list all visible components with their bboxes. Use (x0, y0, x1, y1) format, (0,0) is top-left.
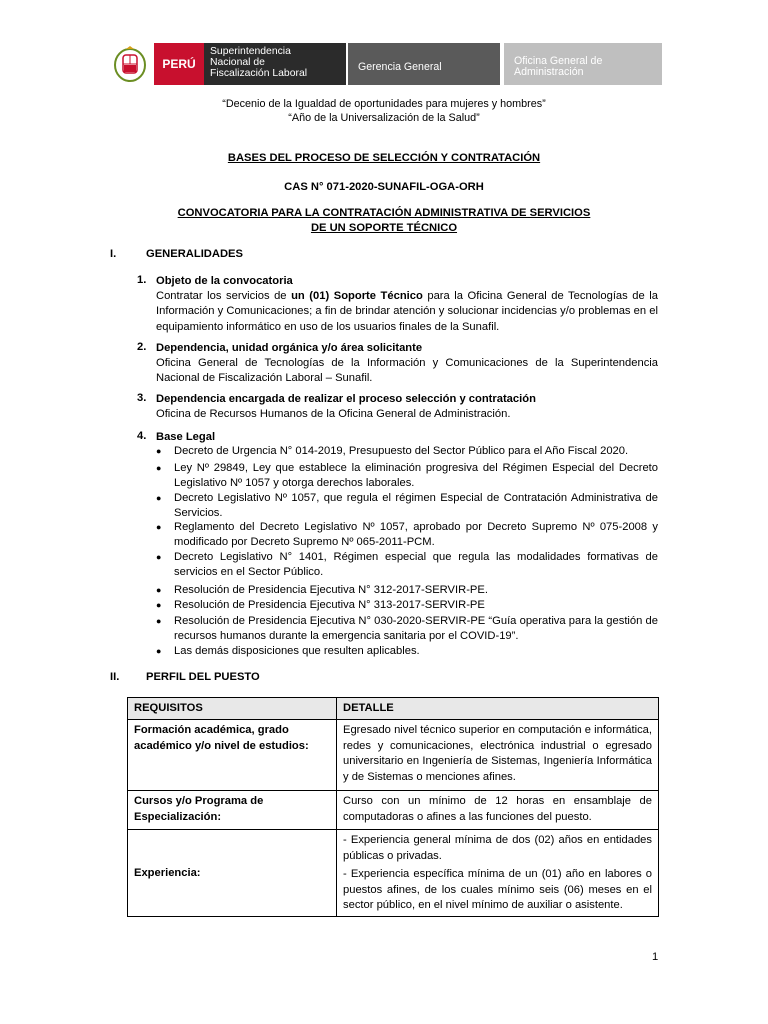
requirement-cell: Experiencia: (128, 830, 337, 917)
bullet-icon: ● (156, 493, 162, 503)
section-1-title: GENERALIDADES (146, 248, 243, 260)
item-3-number: 3. (137, 392, 147, 404)
bullet-icon: ● (156, 463, 162, 473)
coat-of-arms-icon (110, 43, 150, 85)
detail-cell (337, 830, 659, 917)
bullet-icon: ● (156, 446, 162, 456)
detail-cell: Curso con un mínimo de 12 horas en ensamblaje de computadoras o afines a las funciones del puesto. (337, 791, 659, 830)
item-2-number: 2. (137, 341, 147, 353)
table-row (128, 720, 659, 791)
admin-line-2: Administración (514, 66, 584, 78)
legal-item: Las demás disposiciones que resulten aplicables. (174, 645, 420, 657)
office-block: Gerencia General (348, 43, 500, 85)
legal-item: Resolución de Presidencia Ejecutiva N° 030-2020-SERVIR-PE “Guía operativa para la gestión de recursos humanos durante la emergencia sanitaria por el COVID-19”. (174, 615, 658, 643)
legal-item: Decreto de Urgencia N° 014-2019, Presupuesto del Sector Público para el Año Fiscal 2020. (174, 445, 629, 457)
entity-line-1: Superintendencia (210, 46, 291, 57)
bases-title: BASES DEL PROCESO DE SELECCIÓN Y CONTRATACIÓN (227, 152, 541, 164)
item-1-text (156, 289, 658, 335)
detail-cell: Egresado nivel técnico superior en computación e informática, redes y comunicaciones, electrónica industrial o egresado universitario en Ingeniería de Sistemas, Ingeniería Informática y de Sistemas o menciones afines. (337, 720, 659, 791)
legal-item: Ley Nº 29849, Ley que establece la eliminación progresiva del Régimen Especial del Decreto Legislativo Nº 1057 y otorga derechos laborales. (174, 462, 658, 490)
admin-block (504, 43, 662, 85)
convocatoria-title-line-2: DE UN SOPORTE TÉCNICO (310, 222, 458, 234)
section-1-number: I. (110, 248, 117, 260)
experience-general: - Experiencia general mínima de dos (02) años en entidades públicas o privadas. (343, 834, 652, 862)
entity-line-3: Fiscalización Laboral (210, 68, 308, 79)
item-1-text-pre: Contratar los servicios de (156, 290, 292, 302)
section-2-title: PERFIL DEL PUESTO (146, 671, 260, 683)
item-1-text-bold: un (01) Soporte Técnico (291, 290, 423, 302)
bullet-icon: ● (156, 522, 162, 532)
motto-line-2: “Año de la Universalización de la Salud” (288, 112, 480, 124)
item-1-number: 1. (137, 274, 147, 286)
experience-specific: - Experiencia específica mínima de un (01) año en labores o puestos afines, de los cuales mínimo seis (06) meses en el sector público, en el nivel mínimo de auxiliar o asistente. (343, 868, 652, 912)
item-3-title: Dependencia encargada de realizar el proceso selección y contratación (156, 393, 536, 405)
item-3-text: Oficina de Recursos Humanos de la Oficina General de Administración. (156, 408, 511, 420)
job-profile-table (127, 697, 659, 917)
item-4-number: 4. (137, 430, 147, 442)
bullet-icon: ● (156, 646, 162, 656)
bullet-icon: ● (156, 552, 162, 562)
item-1-title: Objeto de la convocatoria (156, 275, 293, 287)
convocatoria-title-line-1: CONVOCATORIA PARA LA CONTRATACIÓN ADMINISTRATIVA DE SERVICIOS (177, 207, 591, 219)
bullet-icon: ● (156, 600, 162, 610)
legal-item: Decreto Legislativo N° 1401, Régimen especial que regula las modalidades formativas de servicios en el Sector Público. (174, 551, 658, 579)
table-header-row (128, 698, 659, 720)
cas-number: CAS N° 071-2020-SUNAFIL-OGA-ORH (284, 181, 484, 193)
peru-badge: PERÚ (154, 43, 204, 85)
legal-item: Resolución de Presidencia Ejecutiva N° 312-2017-SERVIR-PE. (174, 584, 488, 596)
motto-line-1: “Decenio de la Igualdad de oportunidades para mujeres y hombres” (222, 98, 546, 110)
requirement-cell: Formación académica, grado académico y/o nivel de estudios: (128, 720, 337, 791)
legal-item: Reglamento del Decreto Legislativo Nº 1057, aprobado por Decreto Supremo Nº 075-2008 y modificado por Decreto Supremo Nº 065-2011-PCM. (174, 521, 658, 549)
table-header-detalle: DETALLE (337, 698, 659, 720)
table-row (128, 830, 659, 917)
item-4-title: Base Legal (156, 431, 216, 443)
bullet-icon: ● (156, 616, 162, 626)
table-row (128, 791, 659, 830)
institutional-header (110, 43, 662, 85)
item-2-title: Dependencia, unidad orgánica y/o área solicitante (156, 342, 423, 354)
item-2-text: Oficina General de Tecnologías de la Información y Comunicaciones de la Superintendencia Nacional de Fiscalización Laboral – Sunafil. (156, 357, 658, 385)
entity-line-2: Nacional de (210, 57, 265, 68)
admin-line-1: Oficina General de (514, 55, 603, 67)
page-number: 1 (652, 951, 659, 963)
legal-item: Resolución de Presidencia Ejecutiva N° 313-2017-SERVIR-PE (174, 599, 485, 611)
legal-item: Decreto Legislativo Nº 1057, que regula el régimen Especial de Contratación Administrativa de Servicios. (174, 492, 658, 520)
entity-name-block (204, 43, 346, 85)
table-header-requisitos: REQUISITOS (128, 698, 337, 720)
item-1-text-post: para la Oficina General de Tecnologías de la Información y Comunicaciones; a fin de brindar atención y solucionar incidencias y/o problemas en el equipamiento informático en uso de los usuarios finales de la Sunafil. (156, 290, 658, 333)
bullet-icon: ● (156, 585, 162, 595)
requirement-cell: Cursos y/o Programa de Especialización: (128, 791, 337, 830)
section-2-number: II. (110, 671, 120, 683)
